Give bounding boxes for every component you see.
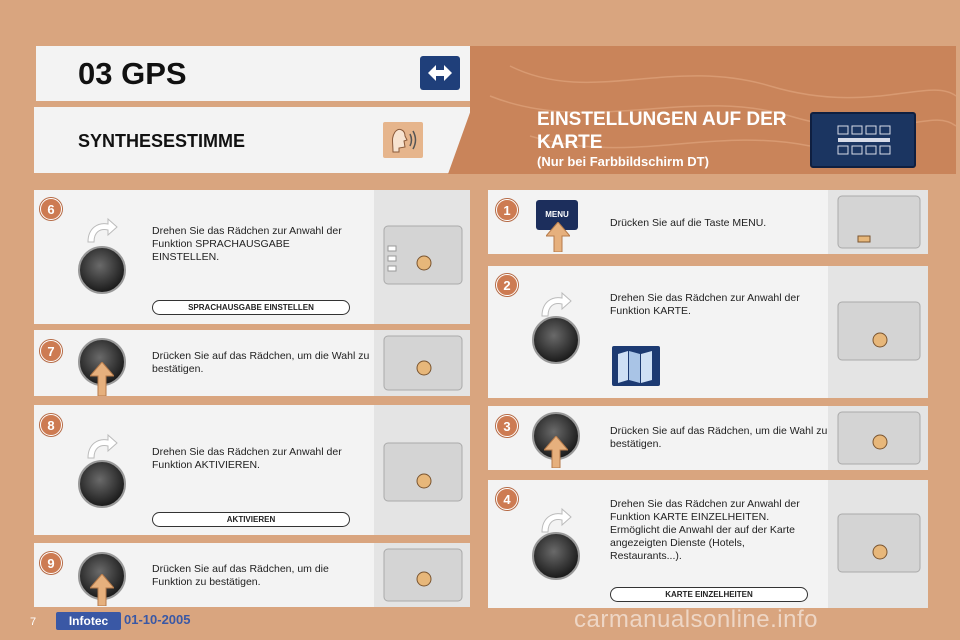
step-text: Drehen Sie das Rädchen zur Anwahl der Funktion SPRACHAUSGABE EINSTELLEN. [152,225,342,263]
display-screen-icon [810,112,916,168]
step-number: 8 [40,414,62,436]
step-number: 9 [40,552,62,574]
step-text: Drehen Sie das Rädchen zur Anwahl der Funktion KARTE EINZELHEITEN. Ermöglicht die Anwahl der auf der Karte angezeigten Dienste (Hotels, Restaurants...). [610,498,800,562]
menu-option-label: AKTIVIEREN [152,512,350,527]
control-knob [78,460,126,508]
step-number: 2 [496,274,518,296]
step-text: Drücken Sie auf das Rädchen, um die Wahl zu bestätigen. [610,425,828,450]
control-knob [532,316,580,364]
radio-unit-image [374,190,470,324]
radio-unit-image [828,190,928,254]
step-text: Drücken Sie auf das Rädchen, um die Funktion zu bestätigen. [152,563,329,588]
control-knob [532,532,580,580]
rotate-arrow-icon [84,216,118,244]
map-icon [612,346,660,386]
step-text: Drücken Sie auf das Rädchen, um die Wahl zu bestätigen. [152,350,370,375]
voice-icon [383,122,423,158]
step-number: 6 [40,198,62,220]
section-corner [448,107,472,174]
step-text: Drehen Sie das Rädchen zur Anwahl der Funktion AKTIVIEREN. [152,446,342,471]
page-number: 7 [30,616,37,628]
step-number: 7 [40,340,62,362]
rotate-arrow-icon [84,432,118,460]
radio-unit-image [374,543,470,607]
step-number: 3 [496,415,518,437]
watermark: carmanualsonline.info [574,606,818,633]
header-corner [0,46,36,174]
press-arrow-icon [546,222,570,252]
radio-unit-image [828,406,928,470]
navigation-icon [420,56,460,90]
page-title: 03 GPS [78,56,187,91]
menu-button-icon: MENU [536,200,578,230]
right-section-title: EINSTELLUNGEN AUF DER KARTE [537,109,787,153]
right-section-subtitle: (Nur bei Farbbildschirm DT) [537,154,709,169]
step-text: Drehen Sie das Rädchen zur Anwahl der Funktion KARTE. [610,292,800,317]
left-section-title: SYNTHESESTIMME [78,131,246,151]
radio-unit-image [374,405,470,535]
press-arrow-icon [90,574,114,606]
press-arrow-icon [544,436,568,468]
infotec-logo: Infotec [56,612,121,630]
step-text: Drücken Sie auf die Taste MENU. [610,217,767,229]
rotate-arrow-icon [538,506,572,534]
menu-option-label: KARTE EINZELHEITEN [610,587,808,602]
radio-unit-image [828,266,928,398]
rotate-arrow-icon [538,290,572,318]
radio-unit-image [828,480,928,608]
radio-unit-image [374,330,470,396]
press-arrow-icon [90,362,114,396]
edition-date: 01-10-2005 [124,612,191,627]
menu-option-label: SPRACHAUSGABE EINSTELLEN [152,300,350,315]
control-knob [78,246,126,294]
step-number: 1 [496,199,518,221]
step-number: 4 [496,488,518,510]
